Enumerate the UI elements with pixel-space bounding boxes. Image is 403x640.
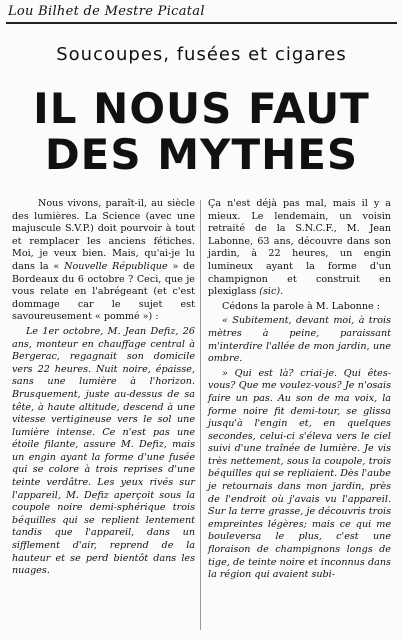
section-rubric: Lou Bilhet de Mestre Picatal — [8, 4, 205, 19]
newspaper-title: Nouvelle République — [64, 260, 168, 272]
paragraph-text: Ça n'est déjà pas mal, mais il y a mieux. Le lendemain, un voisin retraité de la S.N.C.F., M. Jean Labonne, 63 ans, découvre dans son jardin, à 22 heures, un engin lumineux ayant la forme d'un champignon et construit en plexiglass — [208, 198, 391, 298]
paragraph — [12, 198, 195, 324]
headline-line-1: IL NOUS FAUT — [33, 84, 370, 133]
headline-line-2: DES MYTHES — [44, 130, 359, 179]
paragraph-text: Nous vivons, paraît-il, au siècle des lumières. La Science (avec une majuscule S.V.P.) doit pourvoir à tout et remplacer les anciens fétiches. Moi, je veux bien. Mais, qu'ai-je lu dans la « — [12, 198, 195, 272]
article-column-left — [12, 198, 195, 580]
headline — [0, 86, 403, 178]
paragraph-text: » de Bordeaux du 6 octobre ? Ceci, que je vous relate en l'abrégeant (et c'est dommage car le sujet est savoureusement « pommé ») : — [12, 260, 195, 323]
paragraph-text: Le 1er octobre, M. Jean Defiz, — [26, 325, 179, 337]
column-divider — [200, 200, 201, 630]
paragraph: » Qui est là? criai-je. Qui êtes-vous? Que me voulez-vous? Je n'osais faire un pas. Au son de ma voix, la forme noire fit demi-tour, se glissa jusqu'à l'engin et, en quelques secondes, celui-ci s'éleva vers le ciel suivi d'une traînée de lumière. Je vis très nettement, sous la coupole, trois béquilles qui se repliaient. Dès l'aube je retournais dans mon jardin, près de l'endroit où j'avais vu l'appareil. Sur la terre grasse, je découvris trois empreintes légères; mais ce qui me bouleversa le plus, c'est une floraison de champignons longs de tige, de teinte noire et inconnus dans la région qui avaient subi- — [208, 367, 391, 581]
rubric-rule — [6, 22, 397, 24]
paragraph: « Subitement, devant moi, à trois mètres à peine, paraissant m'interdire l'allée de mon jardin, une ombre. — [208, 315, 391, 365]
paragraph-text: (sic). — [259, 286, 284, 298]
paragraph-text: 26 ans, monteur en chauffage central à Bergerac, regagnait son domicile vers 22 heures. Nuit noire, épaisse, sans une lumière à l'horizon. Brusquement, juste au-dessus de sa tête, à haute altitude, descend à une vitesse vertigineuse vers le sol une lumière intense. Ce n'est pas une étoile filante, assure M. Defiz, mais un engin ayant la forme d'une fusée qui se colore à trois reprises d'une teinte verdâtre. Les yeux rivés sur l'appareil, M. Defiz aperçoit sous la coupole noire demi-sphérique trois béquilles qui se replient lentement tandis que l'appareil, dans un sifflement d'air, reprend de la hauteur et se perd bientôt dans les nuages. — [12, 325, 195, 577]
paragraph: Cédons la parole à M. Labonne : — [222, 300, 380, 312]
paragraph — [12, 326, 195, 578]
article-column-right — [208, 198, 391, 584]
paragraph — [208, 198, 391, 299]
kicker-subtitle: Soucoupes, fusées et cigares — [56, 44, 347, 65]
